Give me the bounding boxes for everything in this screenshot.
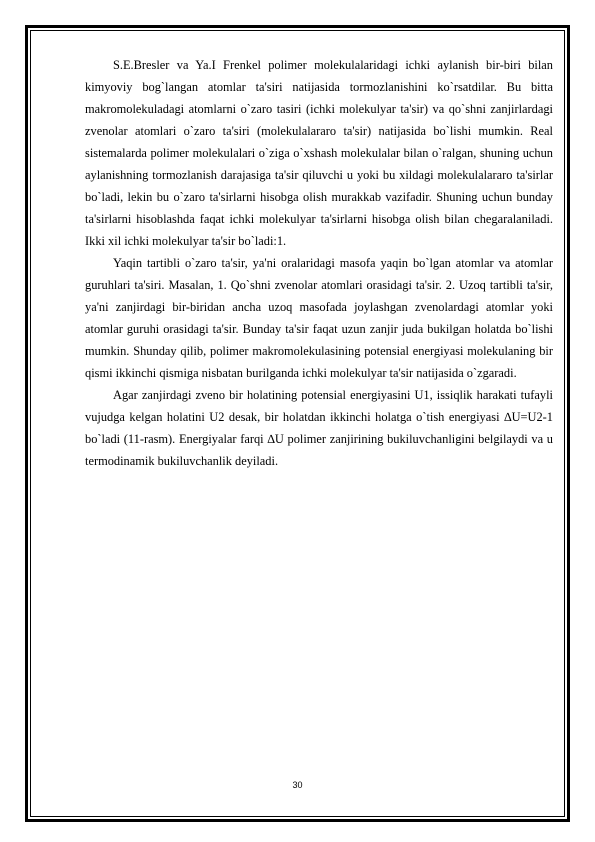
paragraph-1: S.E.Bresler va Ya.I Frenkel polimer molekulalaridagi ichki aylanish bir-biri bilan kimyoviy bog`langan atomlar ta'siri natijasida tormozlanishini ko`rsatdilar. Bu bitta makromolekuladagi atomlarni o`zaro tasiri (ichki molekulyar ta'sir) va qo`shni zanjirlardagi zvenolar atomlari o`zaro ta'siri (molekulalararo ta'sir) natijasida bo`lishi mumkin. Real sistemalarda polimer molekulalari o`ziga o`xshash molekulalar bilan o`ralgan, shuning uchun aylanishning tormozlanish darajasiga ta'sir qiluvchi u yoki bu xildagi molekulalararo ta'sirlar bo`ladi, lekin bu o`zaro ta'sirlarni hisobga olish murakkab vazifadir. Shuning uchun bunday ta'sirlarni hisoblashda faqat ichki molekulyar ta'sirlarni hisobga olish bilan chegaralaniladi. Ikki xil ichki molekulyar ta'sir bo`ladi:1. (85, 58, 553, 248)
page-number: 30 (292, 780, 303, 790)
paragraph-2: Yaqin tartibli o`zaro ta'sir, ya'ni oralaridagi masofa yaqin bo`lgan atomlar va atomlar guruhlari ta'siri. Masalan, 1. Qo`shni zvenolar atomlari orasidagi ta'sir. 2. Uzoq tartibli ta'sir, ya'ni zanjirdagi bir-biridan ancha uzoq masofada joylashgan zvenolardagi atomlar yoki atomlar guruhi orasidagi ta'sir. Bunday ta'sir faqat uzun zanjir juda bukilgan holatda bo`lishi mumkin. Shunday qilib, polimer makromolekulasining potensial energiyasi molekulaning bir qismi ikkinchi qismiga nisbatan burilganda ichki molekulyar ta'sir natijasida o`zgaradi. (85, 256, 553, 380)
document-body (85, 54, 553, 472)
paragraph-3: Agar zanjirdagi zveno bir holatining potensial energiyasini U1, issiqlik harakati tufayli vujudga kelgan holatini U2 desak, bir holatdan ikkinchi holatga o`tish energiyasi ∆U=U2-1 bo`ladi (11-rasm). Energiyalar farqi ∆U polimer zanjirining bukiluvchanligini belgilaydi va u termodinamik bukiluvchanlik deyiladi. (85, 388, 553, 468)
